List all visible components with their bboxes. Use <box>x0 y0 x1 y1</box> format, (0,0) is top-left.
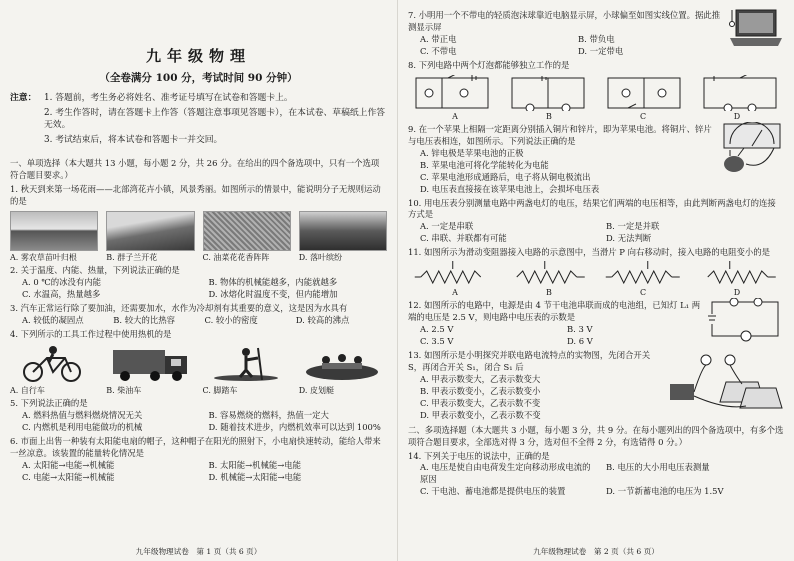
q1-option-d[interactable]: D. 落叶缤纷 <box>298 252 342 262</box>
q14-option-a[interactable]: A. 电压是使自由电荷发生定向移动形成电流的原因 <box>420 462 591 485</box>
question-11: 11. 如图所示为滑动变阻器接入电路的示意图中，当滑片 P 向右移动时，接入电路的电阻变小的是 <box>408 247 770 258</box>
question-3: 3. 汽车正常运行除了要加油，还需要加水，水作为冷却剂有其重要的意义，这是因为水具有 <box>10 302 348 313</box>
question-4: 4. 下列所示的工具工作过程中使用热机的是 <box>10 328 172 339</box>
q8-label-c: C <box>639 111 647 121</box>
q9-option-c[interactable]: C. 苹果电池形成通路后，电子将从铜电极流出 <box>420 171 591 182</box>
question-8: 8. 下列电路中两个灯泡都能够独立工作的是 <box>408 59 570 70</box>
q4-option-c[interactable]: C. 脚踏车 <box>202 385 238 395</box>
q12-circuit-figure <box>706 298 784 342</box>
q4-option-d[interactable]: D. 皮划艇 <box>298 385 334 395</box>
q14-option-c[interactable]: C. 干电池、蓄电池都是提供电压的装置 <box>420 486 566 497</box>
q11-label-a: A <box>452 288 458 298</box>
q8-label-b: B <box>546 111 552 121</box>
question-1: 1. 秋天到来第一场花雨——北部湾花卉小镇，风景秀丽。如图所示的情景中，能说明分子无规则运动的是 <box>10 183 381 206</box>
q12-option-c[interactable]: C. 3.5 V <box>420 336 454 347</box>
q11-rheostats <box>408 259 784 287</box>
q11-rheostat-b[interactable] <box>504 259 594 287</box>
q1-option-c[interactable]: C. 油菜花花香阵阵 <box>202 252 270 262</box>
q10-option-c[interactable]: C. 串联、并联都有可能 <box>420 233 507 244</box>
q8-label-a: A <box>452 111 458 121</box>
notice-label: 注意： <box>10 93 37 104</box>
apple-battery-figure <box>714 122 784 174</box>
q12-option-d[interactable]: D. 6 V <box>567 336 593 347</box>
q10-option-b[interactable]: B. 一定是并联 <box>606 221 660 232</box>
paddle-board-figure <box>202 343 292 385</box>
laptop-figure <box>728 8 784 48</box>
q4-figures <box>10 343 387 385</box>
q7-option-a[interactable]: A. 带正电 <box>420 33 457 44</box>
kayak-figure <box>297 343 387 385</box>
q7-option-c[interactable]: C. 不带电 <box>420 45 457 56</box>
q11-label-c: C <box>639 288 647 298</box>
q6-option-a[interactable]: A. 太阳能→电能→机械能 <box>22 459 115 470</box>
q3-option-c[interactable]: C. 较小的密度 <box>204 314 258 325</box>
q8-circuit-a[interactable] <box>408 75 496 111</box>
q14-option-b[interactable]: B. 电压的大小用电压表测量 <box>606 462 710 473</box>
q6-option-d[interactable]: D. 机械能→太阳能→电能 <box>208 471 302 482</box>
q1-option-a[interactable]: A. 雾农草苗叶归根 <box>10 252 77 262</box>
q8-label-d: D <box>733 111 741 121</box>
q13-option-a[interactable]: A. 甲表示数变大，乙表示数变大 <box>420 374 541 384</box>
q4-option-b[interactable]: B. 柴油车 <box>106 385 142 395</box>
q5-option-b[interactable]: B. 容易燃烧的燃料，热值一定大 <box>208 410 329 420</box>
page-2-footer: 九年级物理试卷 第 2 页（共 6 页） <box>533 547 659 557</box>
q12-option-a[interactable]: A. 2.5 V <box>420 324 454 335</box>
q1-photo-b <box>106 211 194 251</box>
q13-option-c[interactable]: C. 甲表示数变大，乙表示数不变 <box>420 397 541 408</box>
page-1-footer: 九年级物理试卷 第 1 页（共 6 页） <box>135 547 262 557</box>
q10-option-a[interactable]: A. 一定是串联 <box>420 221 474 232</box>
question-9: 9. 在一个苹果上相隔一定距离分别插入铜片和锌片，即为苹果电池。将铜片、锌片与电压表相连，如图所示。下列说法正确的是 <box>408 123 712 146</box>
q7-option-b[interactable]: B. 带负电 <box>578 33 615 44</box>
section-2-header: 二、多项选择题（本大题共 3 小题，每小题 3 分，共 9 分。在每小题列出的四个备选项中，有多个选项符合题目要求，全部选对得 3 分，选对但不全得 2 分，有选错得 0 分。） <box>408 424 784 447</box>
page-2 <box>397 0 794 561</box>
q10-option-d[interactable]: D. 无法判断 <box>606 233 652 244</box>
q8-circuit-c[interactable] <box>600 75 688 111</box>
q9-option-a[interactable]: A. 锌电极是苹果电池的正极 <box>420 147 524 158</box>
q3-option-b[interactable]: B. 较大的比热容 <box>113 314 175 325</box>
q11-label-b: B <box>546 288 552 298</box>
q8-circuit-d[interactable] <box>696 75 784 111</box>
exam-subtitle: （全卷满分 100 分，考试时间 90 分钟） <box>99 72 298 85</box>
exam-title: 九年级物理 <box>145 47 251 65</box>
q1-option-b[interactable]: B. 群子兰开花 <box>106 252 158 262</box>
q9-option-d[interactable]: D. 电压表直接接在该苹果电池上，会损坏电压表 <box>420 183 600 194</box>
question-13: 13. 如图所示是小明探究并联电路电流特点的实物图，先闭合开关 S，再闭合开关 S₁，闭合 S₁ 后 <box>408 350 651 373</box>
q11-label-d: D <box>733 288 741 298</box>
notice-item: 2. 考生作答时，请在答题卡上作答（答题注意事项见答题卡），在本试卷、草稿纸上作答无效。 <box>44 107 386 131</box>
q9-option-b[interactable]: B. 苹果电池可将化学能转化为电能 <box>420 159 549 170</box>
q8-circuits <box>408 75 784 111</box>
q1-photos <box>10 211 387 251</box>
q11-rheostat-d[interactable] <box>695 259 785 287</box>
question-12: 12. 如图所示的电路中，电源是由 4 节干电池串联而成的电池组，已知灯 L₁ 两端的电压是 2.5 V，则电路中电压表的示数是 <box>408 300 701 323</box>
q5-option-d[interactable]: D. 随着技术进步，内燃机效率可以达到 100% <box>208 421 381 432</box>
q7-option-d[interactable]: D. 一定带电 <box>578 45 624 56</box>
q4-option-a[interactable]: A. 自行车 <box>10 385 45 395</box>
q13-option-d[interactable]: D. 甲表示数变小，乙表示数不变 <box>420 409 541 420</box>
notice-item: 3. 考试结束后，将本试卷和答题卡一并交回。 <box>44 134 223 145</box>
notice-block <box>10 92 387 148</box>
section-1-header: 一、单项选择（本大题共 13 小题，每小题 2 分，共 26 分。在给出的四个备选项中，只有一个选项符合题目要求。） <box>10 158 380 181</box>
bicycle-figure <box>10 343 100 385</box>
notice-item: 1. 答题前，考生务必将姓名、准考证号填写在试卷和答题卡上。 <box>44 93 293 104</box>
q13-experiment-figure <box>666 348 784 412</box>
q2-option-a[interactable]: A. 0 ℃的冰没有内能 <box>22 277 101 288</box>
q1-photo-a <box>10 211 98 251</box>
question-2: 2. 关于温度、内能、热量，下列说法正确的是 <box>10 265 180 276</box>
q1-photo-d <box>299 211 387 251</box>
q11-rheostat-c[interactable] <box>599 259 689 287</box>
q5-option-c[interactable]: C. 内燃机是利用电能做功的机械 <box>22 421 143 432</box>
q14-option-d[interactable]: D. 一节新蓄电池的电压为 1.5V <box>606 486 724 497</box>
q11-rheostat-a[interactable] <box>408 259 498 287</box>
q12-option-b[interactable]: B. 3 V <box>567 324 593 335</box>
q6-option-c[interactable]: C. 电能→太阳能→机械能 <box>22 471 115 482</box>
q5-option-a[interactable]: A. 燃料热值与燃料燃烧情况无关 <box>22 410 143 420</box>
question-14: 14. 下列关于电压的说法中，正确的是 <box>408 450 550 461</box>
q8-circuit-b[interactable] <box>504 75 592 111</box>
diesel-truck-figure <box>106 343 196 385</box>
q3-option-d[interactable]: D. 较高的沸点 <box>295 314 350 325</box>
q3-option-a[interactable]: A. 较低的凝固点 <box>22 314 84 325</box>
question-7: 7. 小明用一个不带电的轻质泡沫球靠近电脑显示屏，小球偏至如图实线位置。据此推测显示屏 <box>408 10 721 32</box>
q2-option-d[interactable]: D. 冰熔化时温度不变，但内能增加 <box>208 289 338 300</box>
question-5: 5. 下列说法正确的是 <box>10 398 88 409</box>
q1-photo-c <box>203 211 291 251</box>
question-10: 10. 用电压表分别测量电路中两盏电灯的电压，结果它们两端的电压相等，由此判断两盏电灯的连接方式是 <box>408 197 776 220</box>
q6-option-b[interactable]: B. 太阳能→机械能→电能 <box>208 459 302 470</box>
q13-option-b[interactable]: B. 甲表示数变小，乙表示数变小 <box>420 385 541 396</box>
q2-option-b[interactable]: B. 物体的机械能越多，内能就越多 <box>208 277 338 288</box>
q2-option-c[interactable]: C. 水温高，热量越多 <box>22 289 101 300</box>
question-6: 6. 市面上出售一种装有太阳能电扇的帽子，这种帽子在阳光的照射下，小电扇快速转动，能给人带来一丝凉意。该装置的能量转化情况是 <box>10 435 381 458</box>
